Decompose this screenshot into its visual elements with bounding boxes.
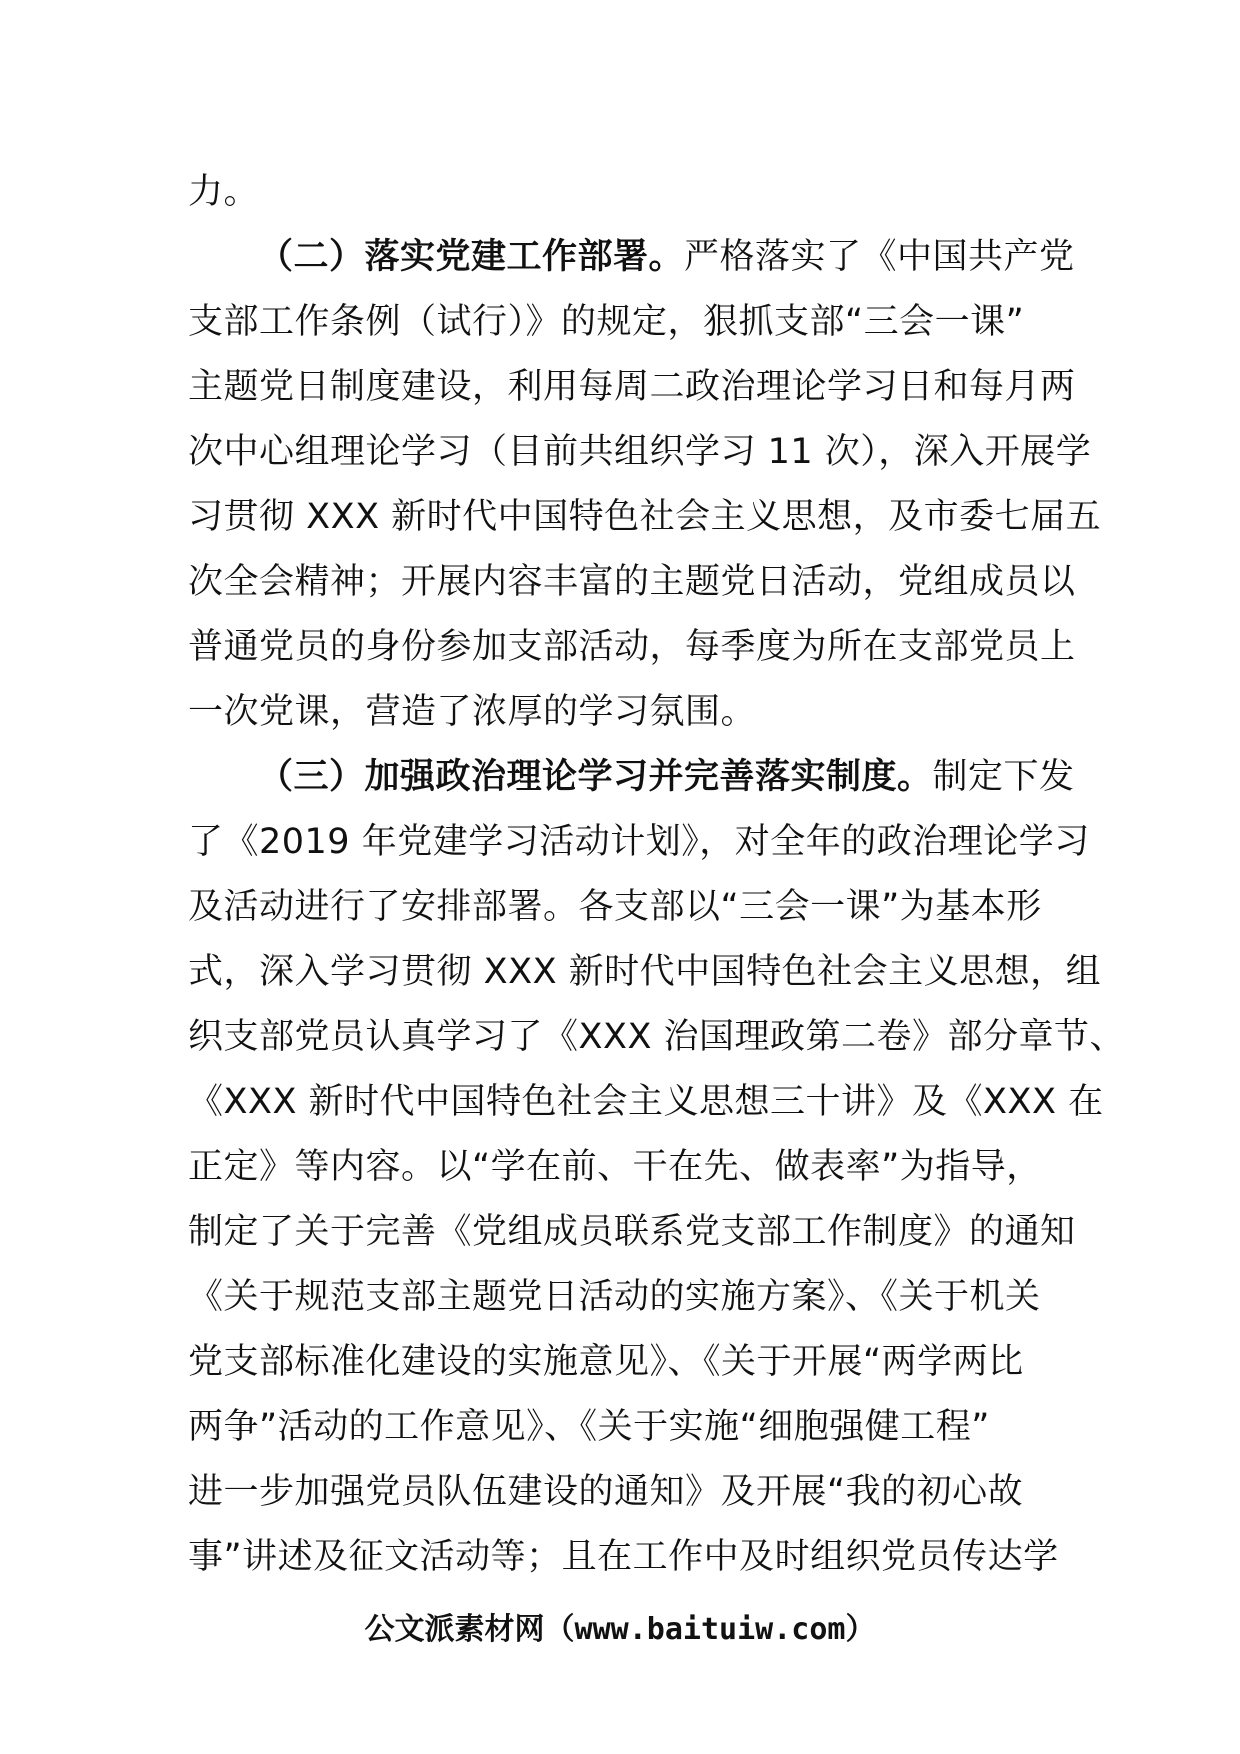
text-line xyxy=(188,1005,1126,1070)
text-line xyxy=(188,420,1092,485)
text-line xyxy=(188,1265,1058,1330)
text-line xyxy=(188,550,1076,615)
line-text: 习贯彻 XXX 新时代中国特色社会主义思想，及市委七届五 xyxy=(188,497,1102,537)
line-text: 力。 xyxy=(188,172,260,212)
text-line xyxy=(188,1330,1058,1395)
section-heading-line xyxy=(188,225,1075,290)
text-line xyxy=(188,160,1058,225)
line-text: 及活动进行了安排部署。各支部以“三会一课”为基本形 xyxy=(188,887,1042,927)
text-line xyxy=(188,1395,1058,1460)
line-text: 一次党课，营造了浓厚的学习氛围。 xyxy=(188,692,757,732)
text-line xyxy=(188,485,1102,550)
line-text: 织支部党员认真学习了《XXX 治国理政第二卷》部分章节、 xyxy=(188,1017,1126,1057)
text-line xyxy=(188,680,1058,745)
page-footer-watermark: 公文派素材网（www.baituiw.com） xyxy=(364,1612,876,1647)
line-text: 制定下发 xyxy=(932,757,1075,797)
line-text: 事”讲述及征文活动等；且在工作中及时组织党员传达学 xyxy=(188,1537,1059,1577)
line-text: 制定了关于完善《党组成员联系党支部工作制度》的通知 xyxy=(188,1212,1076,1252)
text-line xyxy=(188,1070,1104,1135)
line-text: 党支部标准化建设的实施意见》、《关于开展“两学两比 xyxy=(188,1342,1024,1382)
line-text: 式，深入学习贯彻 XXX 新时代中国特色社会主义思想，组 xyxy=(188,952,1102,992)
line-text: 主题党日制度建设，利用每周二政治理论学习日和每月两 xyxy=(188,367,1076,407)
line-text: 进一步加强党员队伍建设的通知》及开展“我的初心故 xyxy=(188,1472,1024,1512)
line-text: 次中心组理论学习（目前共组织学习 11 次），深入开展学 xyxy=(188,432,1092,472)
section-heading-line xyxy=(188,745,1075,810)
line-text: 正定》等内容。以“学在前、干在先、做表率”为指导， xyxy=(188,1147,1042,1187)
text-line xyxy=(188,875,1058,940)
text-line xyxy=(188,1525,1058,1590)
line-text: 普通党员的身份参加支部活动，每季度为所在支部党员上 xyxy=(188,627,1076,667)
text-line xyxy=(188,355,1076,420)
line-text: 《关于规范支部主题党日活动的实施方案》、《关于机关 xyxy=(188,1277,1041,1317)
text-line xyxy=(188,1200,1076,1265)
text-line xyxy=(188,290,1058,355)
text-line xyxy=(188,1460,1058,1525)
line-text: 严格落实了《中国共产党 xyxy=(684,237,1075,277)
text-line xyxy=(188,810,1090,875)
text-line xyxy=(188,615,1076,680)
line-text: 两争”活动的工作意见》、《关于实施“细胞强健工程” xyxy=(188,1407,990,1447)
section-heading: （二）落实党建工作部署。 xyxy=(258,237,685,277)
line-text: 了《2019 年党建学习活动计划》，对全年的政治理论学习 xyxy=(188,822,1090,862)
text-line xyxy=(188,1135,1058,1200)
text-line xyxy=(188,940,1102,1005)
document-body xyxy=(188,160,1126,1590)
line-text: 次全会精神；开展内容丰富的主题党日活动，党组成员以 xyxy=(188,562,1076,602)
line-text: 支部工作条例（试行）》的规定，狠抓支部“三会一课” xyxy=(188,302,1025,342)
line-text: 《XXX 新时代中国特色社会主义思想三十讲》及《XXX 在 xyxy=(188,1082,1104,1122)
section-heading: （三）加强政治理论学习并完善落实制度。 xyxy=(258,757,933,797)
